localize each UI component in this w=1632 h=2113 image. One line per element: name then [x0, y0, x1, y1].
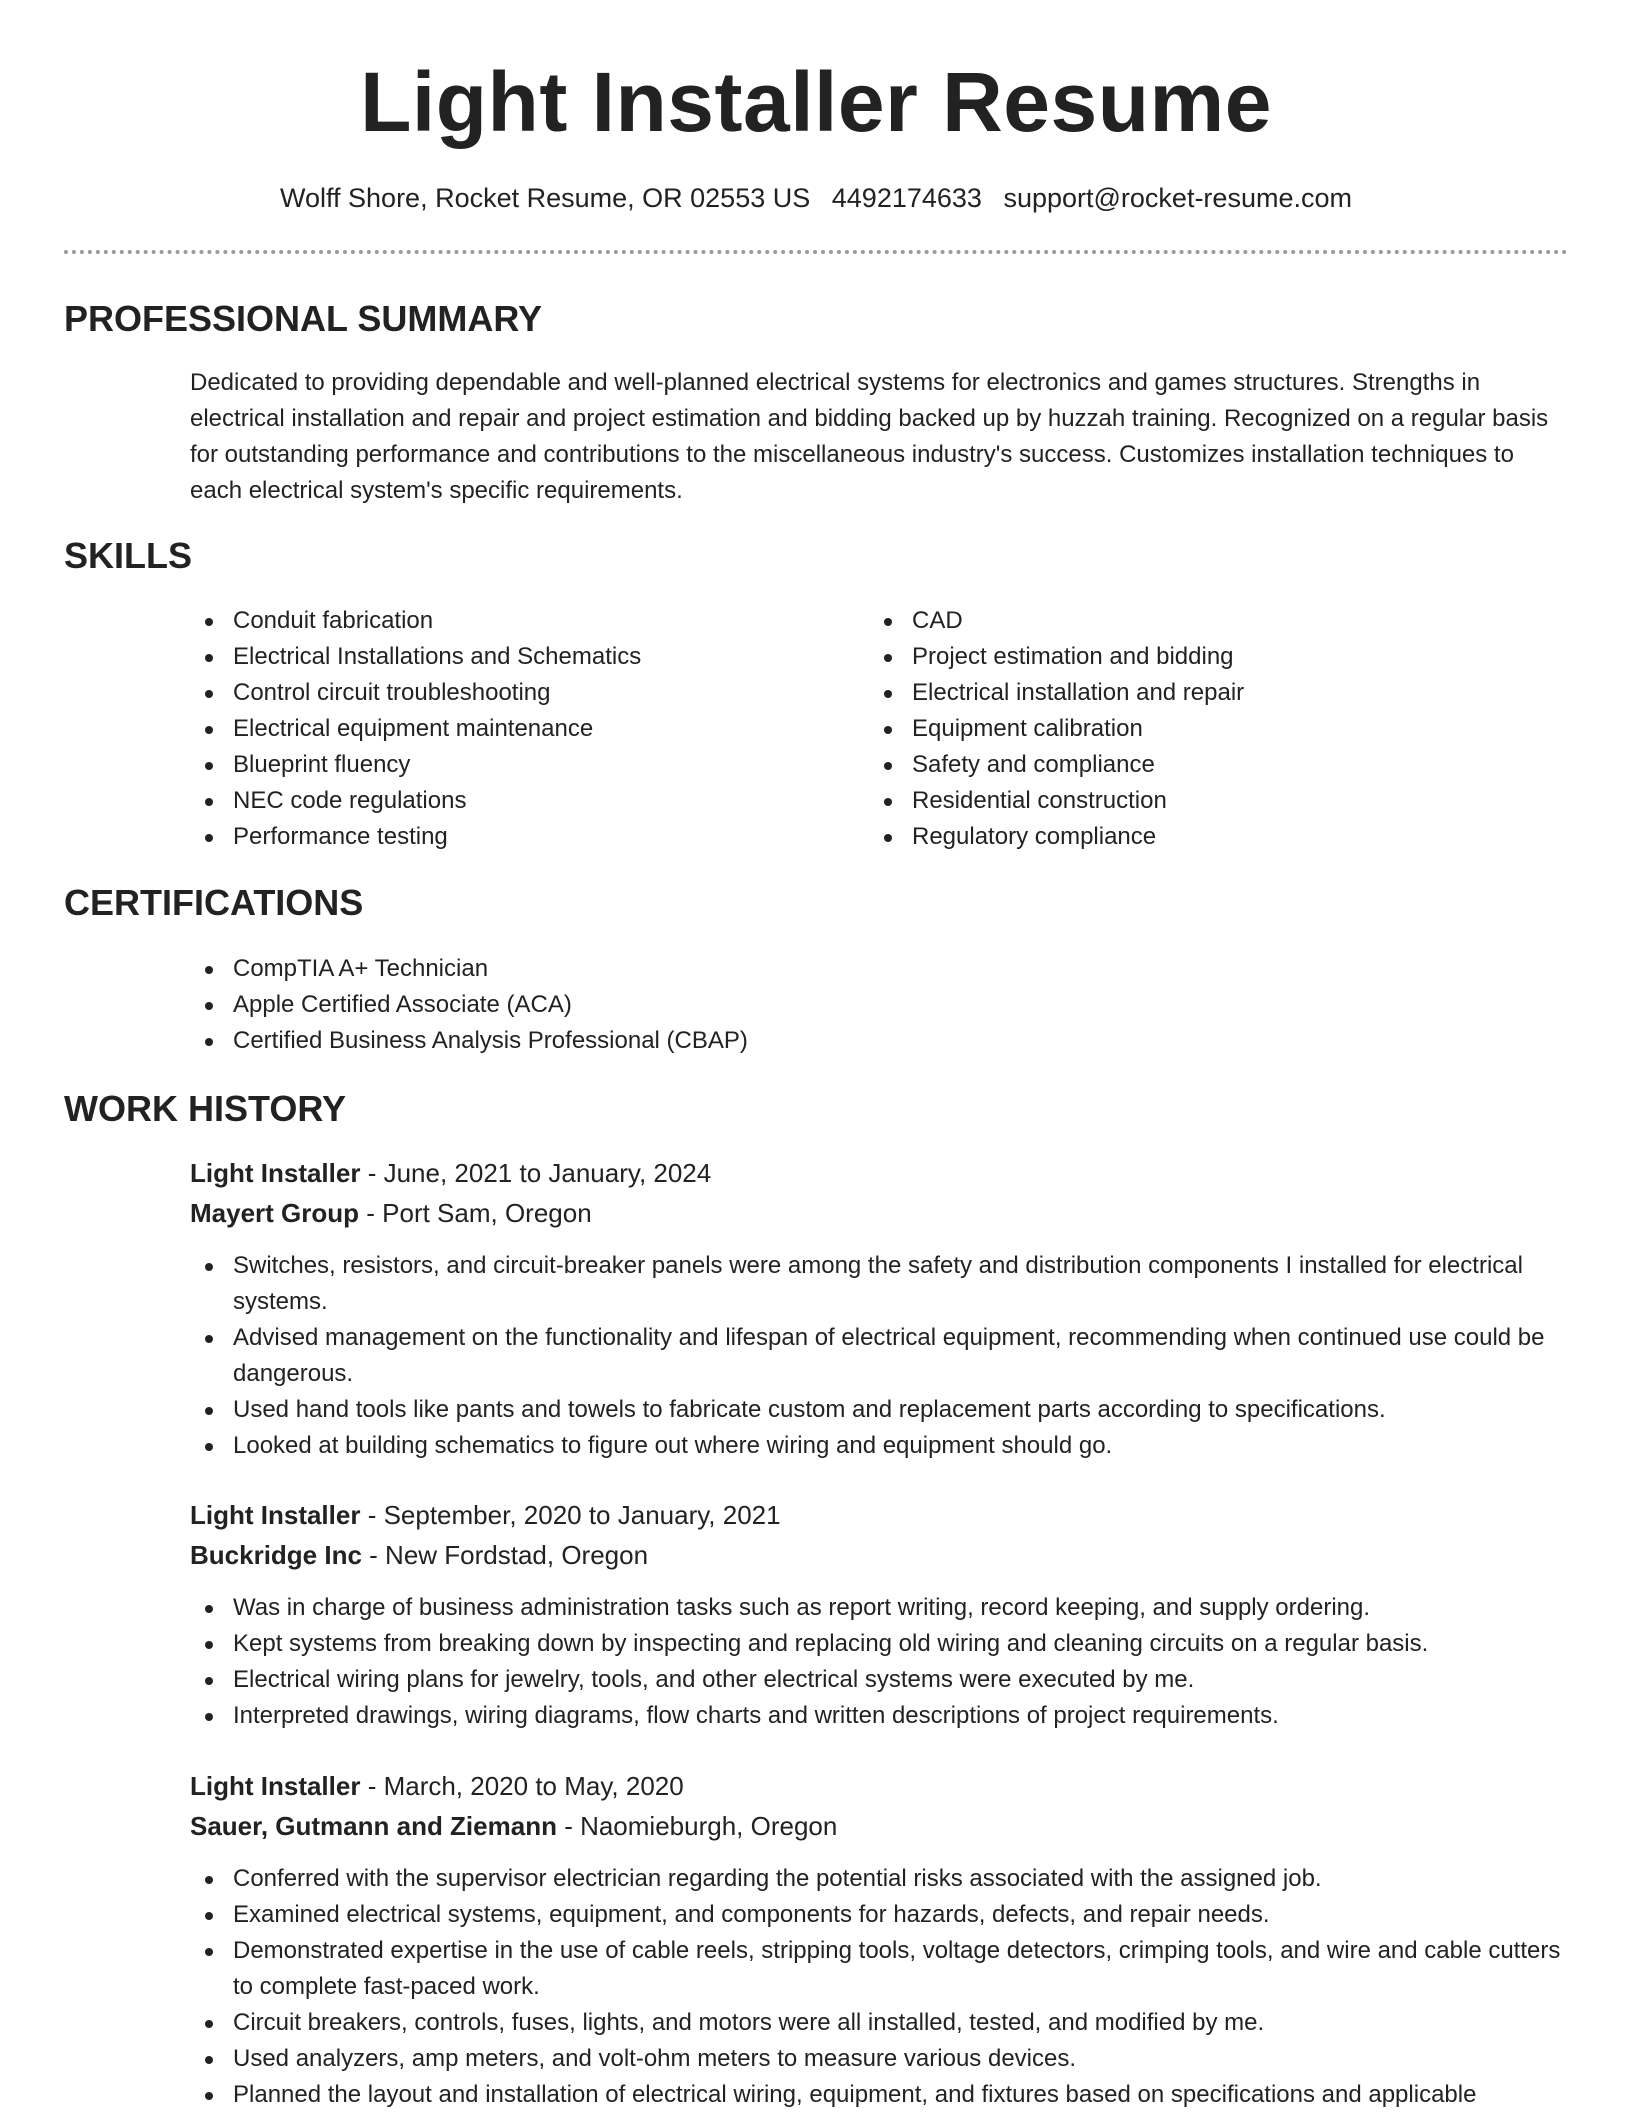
summary-heading: PROFESSIONAL SUMMARY: [64, 298, 543, 339]
list-item: Safety and compliance: [869, 747, 1549, 783]
list-item: Regulatory compliance: [869, 819, 1549, 855]
job-company-line: [190, 1537, 648, 1573]
list-item: Electrical equipment maintenance: [190, 711, 830, 747]
job-title: Light Installer: [190, 1158, 361, 1188]
list-item: Blueprint fluency: [190, 747, 830, 783]
contact-email: support@rocket-resume.com: [1003, 183, 1352, 213]
job-bullets: [190, 1248, 1570, 1464]
job-title: Light Installer: [190, 1500, 361, 1530]
list-item: Equipment calibration: [869, 711, 1549, 747]
list-item: CAD: [869, 603, 1549, 639]
list-item: Performance testing: [190, 819, 830, 855]
job-company-line: [190, 1808, 837, 1844]
job-company: Sauer, Gutmann and Ziemann: [190, 1811, 557, 1841]
contact-line: [0, 180, 1632, 216]
job-location: - Naomieburgh, Oregon: [556, 1811, 838, 1841]
list-item: Demonstrated expertise in the use of cable reels, stripping tools, voltage detectors, crimping tools, and wire and cable cutters to complete fast-paced work.: [190, 1933, 1570, 2005]
skills-list-left: [190, 603, 830, 855]
header-divider: [64, 250, 1568, 254]
list-item: Conduit fabrication: [190, 603, 830, 639]
list-item: Circuit breakers, controls, fuses, lights, and motors were all installed, tested, and modified by me.: [190, 2005, 1570, 2041]
job-title-line: [190, 1155, 711, 1191]
certifications-heading: CERTIFICATIONS: [64, 882, 364, 923]
job-title: Light Installer: [190, 1771, 361, 1801]
skills-heading: SKILLS: [64, 535, 193, 576]
job-bullets: [190, 1861, 1570, 2113]
job-location: - New Fordstad, Oregon: [361, 1540, 649, 1570]
list-item: Kept systems from breaking down by inspecting and replacing old wiring and cleaning circuits on a regular basis.: [190, 1626, 1570, 1662]
list-item: Looked at building schematics to figure out where wiring and equipment should go.: [190, 1428, 1570, 1464]
list-item: Electrical wiring plans for jewelry, tools, and other electrical systems were executed by me.: [190, 1662, 1570, 1698]
job-company: Mayert Group: [190, 1198, 360, 1228]
job-bullets: [190, 1590, 1570, 1734]
list-item: Used analyzers, amp meters, and volt-ohm meters to measure various devices.: [190, 2041, 1570, 2077]
list-item: Project estimation and bidding: [869, 639, 1549, 675]
job-dates: - March, 2020 to May, 2020: [360, 1771, 684, 1801]
job-dates: - September, 2020 to January, 2021: [360, 1500, 781, 1530]
job-location: - Port Sam, Oregon: [359, 1198, 592, 1228]
job-title-line: [190, 1768, 684, 1804]
list-item: CompTIA A+ Technician: [190, 951, 1490, 987]
job-company-line: [190, 1195, 592, 1231]
job-title-line: [190, 1497, 781, 1533]
resume-title: Light Installer Resume: [360, 55, 1272, 149]
list-item: Apple Certified Associate (ACA): [190, 987, 1490, 1023]
list-item: Conferred with the supervisor electrician regarding the potential risks associated with the assigned job.: [190, 1861, 1570, 1897]
list-item: Planned the layout and installation of electrical wiring, equipment, and fixtures based on specifications and applicable: [190, 2077, 1570, 2113]
list-item: Advised management on the functionality and lifespan of electrical equipment, recommending when continued use could be dangerous.: [190, 1320, 1570, 1392]
skills-list-right: [869, 603, 1549, 855]
list-item: Certified Business Analysis Professional (CBAP): [190, 1023, 1490, 1059]
list-item: Was in charge of business administration tasks such as report writing, record keeping, and supply ordering.: [190, 1590, 1570, 1626]
list-item: Residential construction: [869, 783, 1549, 819]
certifications-list: [190, 951, 1490, 1059]
list-item: Electrical Installations and Schematics: [190, 639, 830, 675]
list-item: NEC code regulations: [190, 783, 830, 819]
contact-phone: 4492174633: [831, 183, 982, 213]
work-history-heading: WORK HISTORY: [64, 1088, 347, 1129]
summary-text: Dedicated to providing dependable and well-planned electrical systems for electronics and games structures. Strengths in electrical installation and repair and project estimation and bidding backed up by huzzah training. Recognized on a regular basis for outstanding performance and contributions to the miscellaneous industry's success. Customizes installation techniques to each electrical system's specific requirements.: [190, 369, 1549, 504]
job-company: Buckridge Inc: [190, 1540, 362, 1570]
list-item: Examined electrical systems, equipment, and components for hazards, defects, and repair needs.: [190, 1897, 1570, 1933]
job-dates: - June, 2021 to January, 2024: [360, 1158, 712, 1188]
list-item: Interpreted drawings, wiring diagrams, flow charts and written descriptions of project requirements.: [190, 1698, 1570, 1734]
list-item: Electrical installation and repair: [869, 675, 1549, 711]
list-item: Switches, resistors, and circuit-breaker panels were among the safety and distribution components I installed for electrical systems.: [190, 1248, 1570, 1320]
list-item: Control circuit troubleshooting: [190, 675, 830, 711]
contact-address: Wolff Shore, Rocket Resume, OR 02553 US: [280, 183, 811, 213]
list-item: Used hand tools like pants and towels to fabricate custom and replacement parts according to specifications.: [190, 1392, 1570, 1428]
